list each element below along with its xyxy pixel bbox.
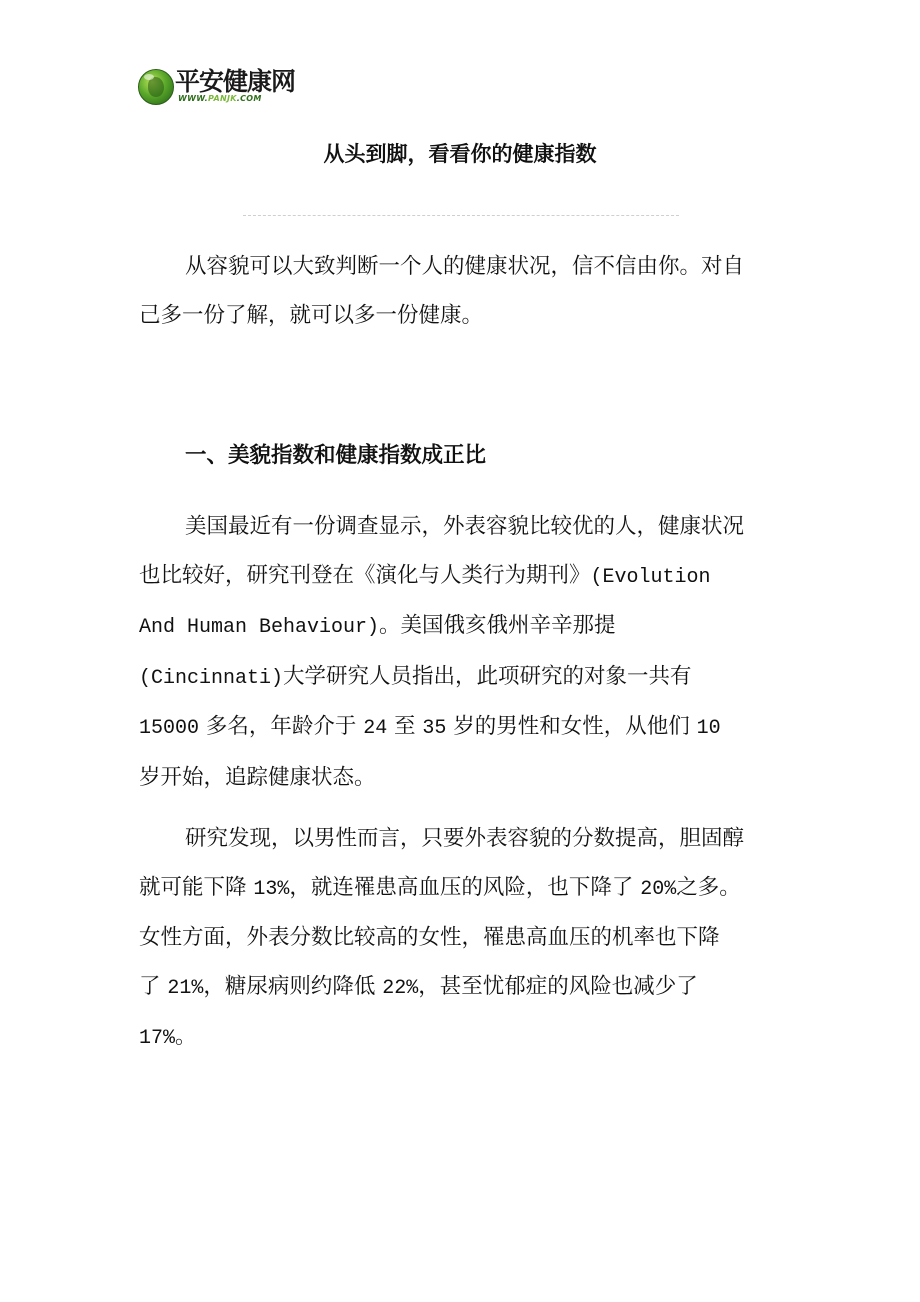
paragraph-line: 女性方面，外表分数比较高的女性，罹患高血压的机率也下降 [139, 925, 720, 950]
text-run: 17% [139, 1027, 176, 1050]
text-run: 20% [640, 877, 677, 901]
text-run: 15000 [139, 717, 200, 740]
text-run: 24 [363, 717, 388, 740]
paragraph-line [139, 552, 789, 603]
text-run: 了 [139, 973, 168, 999]
logo-name: 平安健康网 [175, 67, 296, 96]
text-run: 就可能下降 [139, 874, 254, 900]
text-run: ，甚至忧郁症的风险也减少了 [418, 973, 698, 999]
text-run: ，就连罹患高血压的风险，也下降了 [289, 874, 641, 900]
paragraph-line [139, 963, 789, 1014]
text-run: 10 [696, 717, 721, 740]
text-run: (Evolution [590, 565, 711, 589]
text-run: 。美国俄亥俄州辛辛那提 [379, 613, 616, 638]
title-divider [243, 215, 679, 216]
text-run: ，糖尿病则约降低 [203, 973, 383, 999]
site-logo [138, 68, 313, 108]
paragraph-line [139, 1013, 789, 1064]
paragraph-line [139, 602, 789, 653]
body-paragraph-1 [139, 503, 789, 802]
text-run: 岁的男性和女性，从他们 [446, 714, 697, 739]
text-run: 至 [387, 714, 423, 739]
text-run: 21% [167, 976, 204, 1000]
lead-paragraph [139, 243, 789, 340]
lead-line: 己多一份了解，就可以多一份健康。 [139, 302, 484, 328]
text-run: 。 [175, 1024, 197, 1049]
body-paragraph-2 [139, 815, 789, 1064]
text-run: 之多。 [676, 874, 741, 900]
logo-url-prefix: WWW. [178, 94, 209, 103]
paragraph-line: 岁开始，追踪健康状态。 [139, 764, 376, 790]
globe-icon [138, 69, 174, 105]
section-heading: 一、美貌指数和健康指数成正比 [185, 443, 487, 468]
lead-line: 从容貌可以大致判断一个人的健康状况，信不信由你。对自 [185, 254, 745, 279]
paragraph-line: 研究发现，以男性而言，只要外表容貌的分数提高，胆固醇 [185, 826, 745, 851]
text-run: 多名，年龄介于 [199, 714, 364, 739]
logo-url-suffix: .COM [236, 94, 262, 103]
text-run: 13% [253, 877, 290, 901]
text-run: (Cincinnati) [139, 666, 284, 690]
text-run: And Human Behaviour) [139, 616, 380, 639]
paragraph-line: 美国最近有一份调查显示，外表容貌比较优的人，健康状况 [185, 514, 745, 539]
text-run: 35 [422, 717, 447, 740]
logo-url [178, 94, 262, 104]
logo-url-highlight: PANJK [208, 94, 237, 103]
text-run: 22% [382, 976, 419, 1000]
paragraph-line [139, 864, 789, 915]
page-title: 从头到脚，看看你的健康指数 [323, 142, 597, 166]
paragraph-line [139, 703, 789, 754]
paragraph-line [139, 653, 789, 704]
text-run: 大学研究人员指出，此项研究的对象一共有 [283, 663, 692, 689]
text-run: 也比较好，研究刊登在《演化与人类行为期刊》 [139, 562, 591, 588]
